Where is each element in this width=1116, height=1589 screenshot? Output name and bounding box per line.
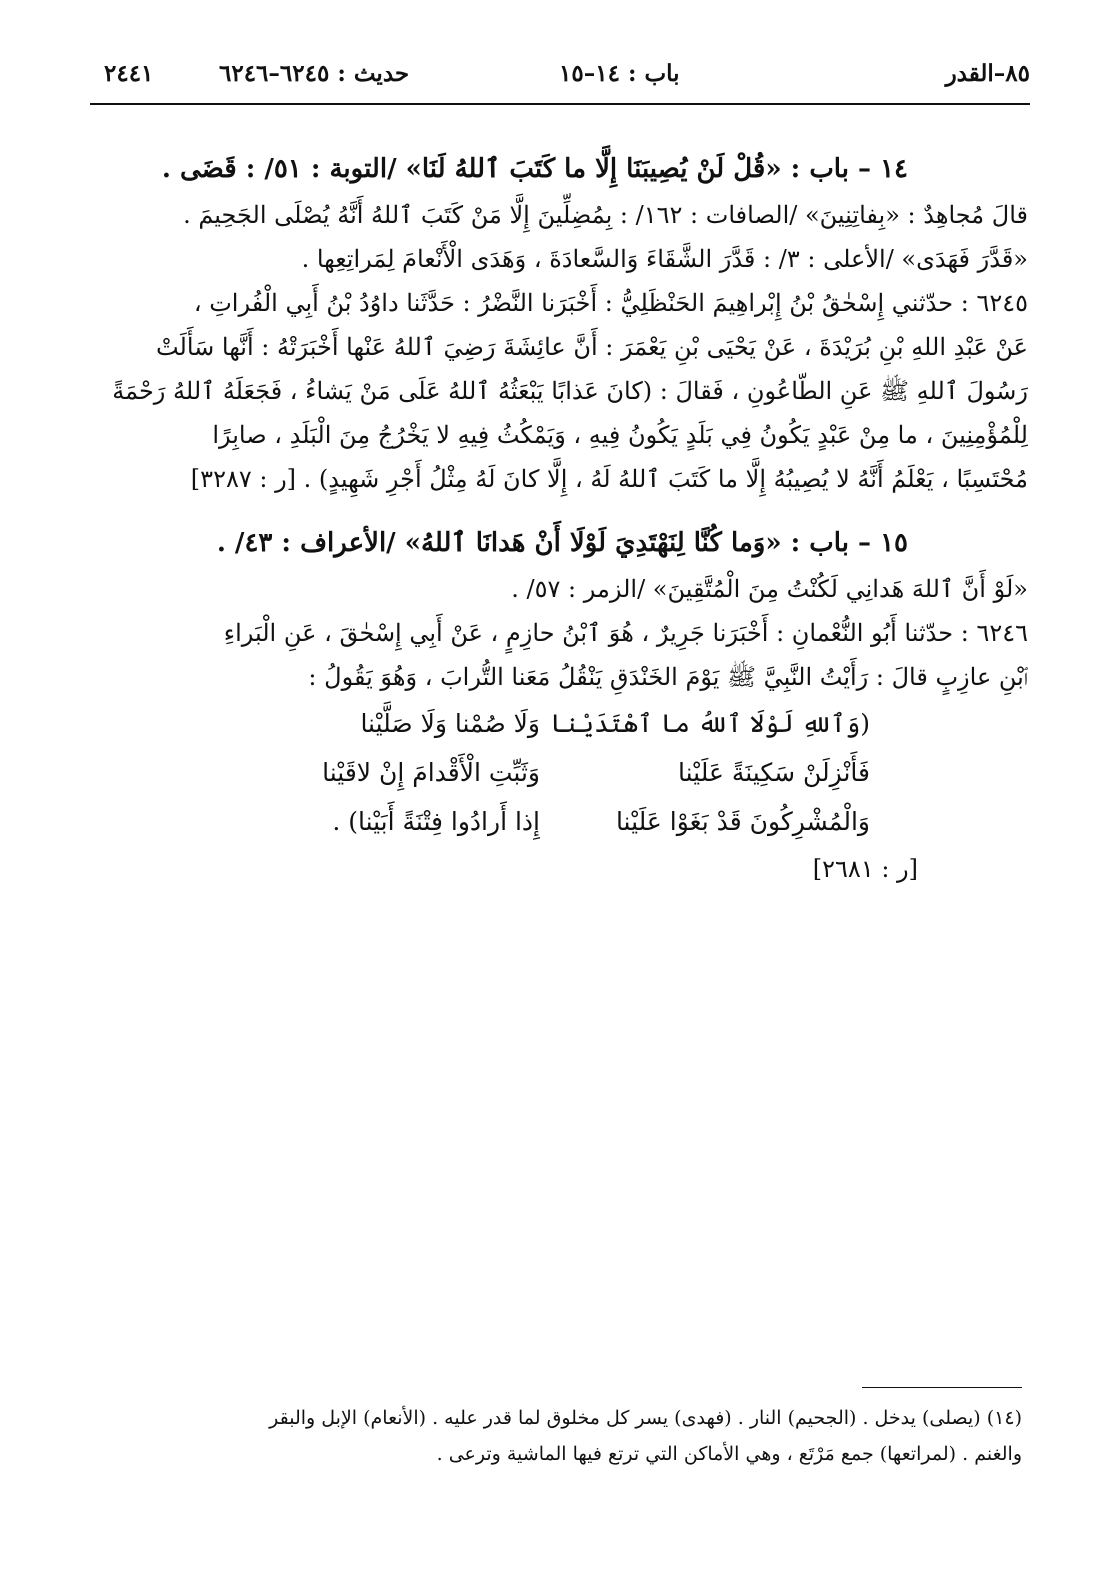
header-divider [90,103,1030,105]
hadith-6245-line-3: رَسُولَ ٱللهِ ﷺ عَنِ الطّاعُونِ ، فَقالَ : (كانَ عَذابًا يَبْعَثُهُ ٱللهُ عَلَى مَنْ يَشاءُ ، فَجَعَلَهُ ٱللهُ رَحْمَةً [112,377,1028,405]
footnote [96,1400,1022,1472]
poem-verse [96,797,870,846]
header-chapter: ٨٥–القدر [945,60,1030,87]
hadith-6245-line-2: عَنْ عَبْدِ اللهِ بْنِ بُرَيْدَةَ ، عَنْ يَحْيَى بْنِ يَعْمَرَ : أَنَّ عائِشَةَ رَضِيَ ٱللهُ عَنْها أَخْبَرَتْهُ : أَنَّها سَأَلَتْ [155,333,1028,361]
poem-hemistich-first: وَالْمُشْرِكُونَ قَدْ بَغَوْا عَلَيْنا [615,807,870,836]
bab-15-note-1: «لَوْ أَنَّ ٱللهَ هَدانِي لَكُنْتُ مِنَ الْمُتَّقِينَ» /الزمر : ٥٧/ . [511,575,1028,603]
page-number: ٢٤٤١ [104,60,154,87]
poem-verse [96,748,870,797]
poem [96,699,1028,846]
hadith-6246-line-2: ٱبْنِ عازِبٍ قالَ : رَأَيْتُ النَّبِيَّ ﷺ يَوْمَ الخَنْدَقِ يَنْقُلُ مَعَنا التُّرابَ ، وَهُوَ يَقُولُ : [308,663,1028,691]
header-bab-range: باب : ١٤–١٥ [559,60,680,87]
hadith-6245-line-5: مُحْتَسِبًا ، يَعْلَمُ أَنَّهُ لا يُصِيبُهُ إِلَّا ما كَتَبَ ٱللهُ لَهُ ، إِلَّا كانَ لَهُ مِثْلُ أَجْرِ شَهِيدٍ) . [ر : ٣٢٨٧] [190,465,1028,493]
bab-14-title: ١٤ – باب : «قُلْ لَنْ يُصِيبَنَا إِلَّا ما كَتَبَ ٱللهُ لَنَا» /التوبة : ٥١/ : قَضَى . [161,154,908,184]
footnote-line-2: والغنم . (لمراتعها) جمع مَرْتَع ، وهي الأماكن التي ترتع فيها الماشية وترعى . [436,1443,1022,1465]
bab-14-note-2: «قَدَّرَ فَهَدَى» /الأعلى : ٣/ : قَدَّرَ الشَّقَاءَ وَالسَّعادَةَ ، وَهَدَى الْأَنْعامَ لِمَراتِعِها . [301,245,1028,273]
hadith-6245-line-4: لِلْمُؤْمِنِينَ ، ما مِنْ عَبْدٍ يَكُونُ فِي بَلَدٍ يَكُونُ فِيهِ ، وَيَمْكُثُ فِيهِ لا يَخْرُجُ مِنَ الْبَلَدِ ، صابِرًا [212,421,1028,449]
running-header [104,52,1030,96]
poem-hemistich-first: (وَٱللهِ لَوْلَا ٱللهُ ما ٱهْتَدَيْنا [550,709,870,738]
poem-verse [96,699,870,748]
bab-14-note-1: قالَ مُجاهِدٌ : «بِفاتِنِينَ» /الصافات : ١٦٢/ : بِمُضِلِّينَ إِلَّا مَنْ كَتَبَ ٱللهُ أَنَّهُ يُصْلَى الجَحِيمَ . [183,201,1028,229]
bab-15-title: ١٥ – باب : «وَما كُنَّا لِنَهْتَدِيَ لَوْلَا أَنْ هَدانَا ٱللهُ» /الأعراف : ٤٣/ . [216,528,908,558]
poem-hemistich-second: إِذا أَرادُوا فِتْنَةً أَبَيْنا) . [332,807,540,836]
hadith-6245-line-1: ٦٢٤٥ : حدّثني إِسْحٰقُ بْنُ إِبْراهِيمَ الحَنْظَلِيُّ : أَخْبَرَنا النَّضْرُ : حَدَّثَنا داوُدُ بْنُ أَبِي الْفُراتِ ، [193,289,1028,317]
footnote-line-1: (١٤) (يصلى) يدخل . (الجحيم) النار . (فهدى) يسر كل مخلوق لما قدر عليه . (الأنعام) الإبل والبقر [269,1407,1022,1429]
header-hadith-range: حديث : ٦٢٤٥–٦٢٤٦ [219,60,410,87]
poem-hemistich-second: وَثَبِّتِ الْأَقْدامَ إِنْ لاقَيْنا [322,758,540,787]
hadith-6246-line-1: ٦٢٤٦ : حدّثنا أَبُو النُّعْمانِ : أَخْبَرَنا جَرِيرٌ ، هُوَ ٱبْنُ حازِمٍ ، عَنْ أَبِي إِسْحٰقَ ، عَنِ الْبَراءِ [223,619,1028,647]
main-text [96,145,1028,892]
cross-reference: [ر : ٢٦٨١] [812,855,918,883]
poem-hemistich-first: فَأَنْزِلَنْ سَكِينَةً عَلَيْنا [677,758,870,787]
poem-hemistich-second: وَلَا صُمْنا وَلَا صَلَّيْنا [360,709,540,738]
